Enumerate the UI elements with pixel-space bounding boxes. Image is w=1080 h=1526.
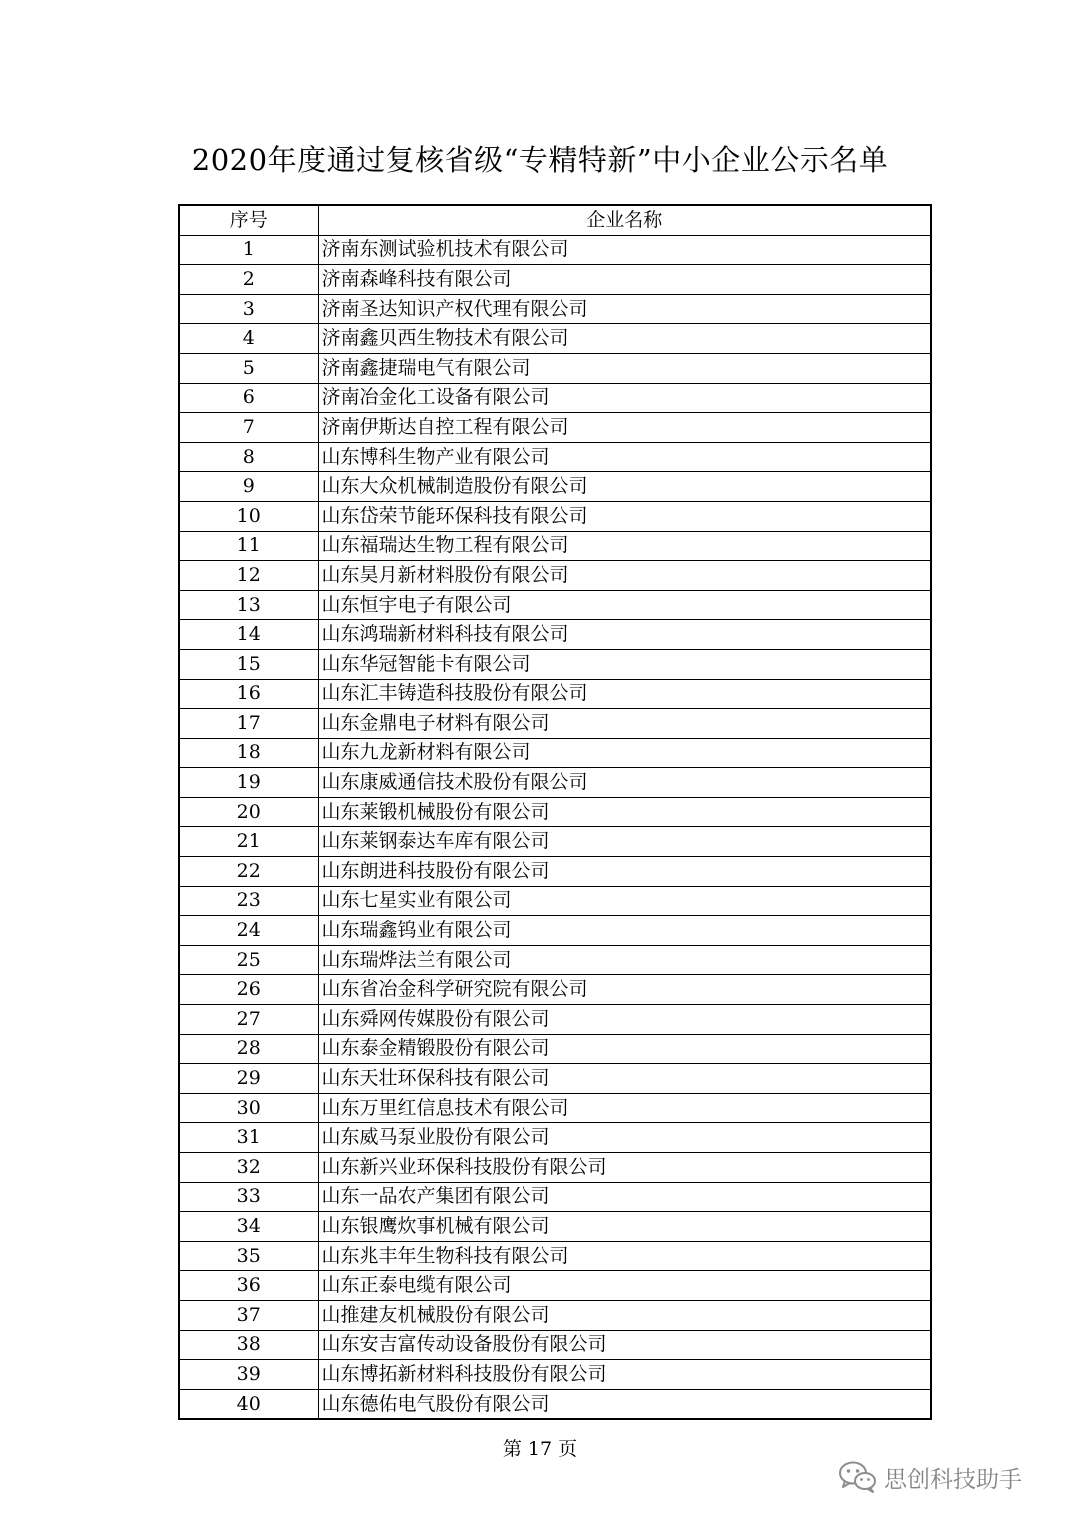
company-name: 山东九龙新材料有限公司: [318, 738, 931, 768]
row-number: 9: [179, 472, 318, 502]
table-row: [179, 857, 931, 887]
table-row: [179, 827, 931, 857]
table-row: [179, 501, 931, 531]
company-name: 山东万里红信息技术有限公司: [318, 1093, 931, 1123]
table-row: [179, 442, 931, 472]
row-number: 33: [179, 1182, 318, 1212]
company-name: 山东兆丰年生物科技有限公司: [318, 1241, 931, 1271]
table-row: [179, 945, 931, 975]
company-name: 山东华冠智能卡有限公司: [318, 649, 931, 679]
row-number: 3: [179, 294, 318, 324]
table-header-row: [179, 205, 931, 235]
company-name: 山东安吉富传动设备股份有限公司: [318, 1330, 931, 1360]
company-table: [178, 204, 932, 1420]
row-number: 29: [179, 1064, 318, 1094]
table-row: [179, 886, 931, 916]
row-number: 13: [179, 590, 318, 620]
header-company-name: 企业名称: [318, 205, 931, 235]
row-number: 5: [179, 353, 318, 383]
table-row: [179, 561, 931, 591]
row-number: 31: [179, 1123, 318, 1153]
table-row: [179, 531, 931, 561]
table-row: [179, 590, 931, 620]
row-number: 30: [179, 1093, 318, 1123]
company-name: 山东鸿瑞新材料科技有限公司: [318, 620, 931, 650]
company-name: 山东新兴业环保科技股份有限公司: [318, 1153, 931, 1183]
company-name: 济南东测试验机技术有限公司: [318, 235, 931, 265]
table-row: [179, 294, 931, 324]
company-name: 济南鑫捷瑞电气有限公司: [318, 353, 931, 383]
company-name: 山东莱钢泰达车库有限公司: [318, 827, 931, 857]
company-name: 山东福瑞达生物工程有限公司: [318, 531, 931, 561]
row-number: 24: [179, 916, 318, 946]
table-row: [179, 797, 931, 827]
table-row: [179, 709, 931, 739]
row-number: 14: [179, 620, 318, 650]
table-row: [179, 324, 931, 354]
table-row: [179, 1300, 931, 1330]
row-number: 17: [179, 709, 318, 739]
company-name: 山东恒宇电子有限公司: [318, 590, 931, 620]
table-row: [179, 768, 931, 798]
table-row: [179, 353, 931, 383]
table-row: [179, 1182, 931, 1212]
row-number: 1: [179, 235, 318, 265]
table-row: [179, 1005, 931, 1035]
company-name: 山东大众机械制造股份有限公司: [318, 472, 931, 502]
row-number: 4: [179, 324, 318, 354]
wechat-icon: [838, 1460, 878, 1494]
company-name: 山东一品农产集团有限公司: [318, 1182, 931, 1212]
row-number: 40: [179, 1389, 318, 1419]
table-row: [179, 649, 931, 679]
row-number: 16: [179, 679, 318, 709]
table-row: [179, 1093, 931, 1123]
row-number: 38: [179, 1330, 318, 1360]
row-number: 34: [179, 1212, 318, 1242]
row-number: 7: [179, 413, 318, 443]
row-number: 25: [179, 945, 318, 975]
row-number: 26: [179, 975, 318, 1005]
company-name: 山东天壮环保科技有限公司: [318, 1064, 931, 1094]
table-row: [179, 1064, 931, 1094]
company-name: 山东金鼎电子材料有限公司: [318, 709, 931, 739]
table-body: [179, 235, 931, 1419]
row-number: 10: [179, 501, 318, 531]
row-number: 18: [179, 738, 318, 768]
table-row: [179, 1241, 931, 1271]
row-number: 37: [179, 1300, 318, 1330]
row-number: 12: [179, 561, 318, 591]
table-row: [179, 1034, 931, 1064]
company-name: 济南伊斯达自控工程有限公司: [318, 413, 931, 443]
table-row: [179, 472, 931, 502]
table-row: [179, 1389, 931, 1419]
row-number: 39: [179, 1360, 318, 1390]
company-name: 济南森峰科技有限公司: [318, 265, 931, 295]
company-name: 山东银鹰炊事机械有限公司: [318, 1212, 931, 1242]
table-row: [179, 413, 931, 443]
table-row: [179, 679, 931, 709]
company-name: 山推建友机械股份有限公司: [318, 1300, 931, 1330]
row-number: 36: [179, 1271, 318, 1301]
row-number: 11: [179, 531, 318, 561]
company-name: 山东泰金精锻股份有限公司: [318, 1034, 931, 1064]
table-row: [179, 1271, 931, 1301]
company-name: 山东康威通信技术股份有限公司: [318, 768, 931, 798]
company-name: 山东朗进科技股份有限公司: [318, 857, 931, 887]
row-number: 2: [179, 265, 318, 295]
table-row: [179, 1360, 931, 1390]
table-row: [179, 975, 931, 1005]
table-row: [179, 738, 931, 768]
row-number: 23: [179, 886, 318, 916]
company-name: 济南冶金化工设备有限公司: [318, 383, 931, 413]
row-number: 27: [179, 1005, 318, 1035]
row-number: 35: [179, 1241, 318, 1271]
table-row: [179, 265, 931, 295]
table-row: [179, 916, 931, 946]
page-number: 第 17 页: [502, 1438, 578, 1460]
table-row: [179, 1153, 931, 1183]
table-row: [179, 620, 931, 650]
row-number: 20: [179, 797, 318, 827]
row-number: 28: [179, 1034, 318, 1064]
company-name: 济南圣达知识产权代理有限公司: [318, 294, 931, 324]
row-number: 32: [179, 1153, 318, 1183]
table-row: [179, 235, 931, 265]
table-row: [179, 383, 931, 413]
header-number: 序号: [179, 205, 318, 235]
company-name: 山东汇丰铸造科技股份有限公司: [318, 679, 931, 709]
company-name: 山东省冶金科学研究院有限公司: [318, 975, 931, 1005]
company-name: 山东瑞烨法兰有限公司: [318, 945, 931, 975]
table-row: [179, 1123, 931, 1153]
company-name: 山东博拓新材料科技股份有限公司: [318, 1360, 931, 1390]
company-name: 山东威马泵业股份有限公司: [318, 1123, 931, 1153]
company-name: 山东昊月新材料股份有限公司: [318, 561, 931, 591]
company-name: 济南鑫贝西生物技术有限公司: [318, 324, 931, 354]
table-row: [179, 1212, 931, 1242]
company-name: 山东德佑电气股份有限公司: [318, 1389, 931, 1419]
company-name: 山东岱荣节能环保科技有限公司: [318, 501, 931, 531]
row-number: 6: [179, 383, 318, 413]
row-number: 21: [179, 827, 318, 857]
row-number: 22: [179, 857, 318, 887]
company-name: 山东七星实业有限公司: [318, 886, 931, 916]
company-name: 山东博科生物产业有限公司: [318, 442, 931, 472]
company-name: 山东莱锻机械股份有限公司: [318, 797, 931, 827]
row-number: 8: [179, 442, 318, 472]
row-number: 15: [179, 649, 318, 679]
company-name: 山东正泰电缆有限公司: [318, 1271, 931, 1301]
watermark: [838, 1457, 1022, 1497]
company-name: 山东舜网传媒股份有限公司: [318, 1005, 931, 1035]
document-title: 2020年度通过复核省级“专精特新”中小企业公示名单: [191, 143, 889, 177]
row-number: 19: [179, 768, 318, 798]
company-name: 山东瑞鑫钨业有限公司: [318, 916, 931, 946]
watermark-text: 思创科技助手: [884, 1466, 1022, 1493]
table-row: [179, 1330, 931, 1360]
